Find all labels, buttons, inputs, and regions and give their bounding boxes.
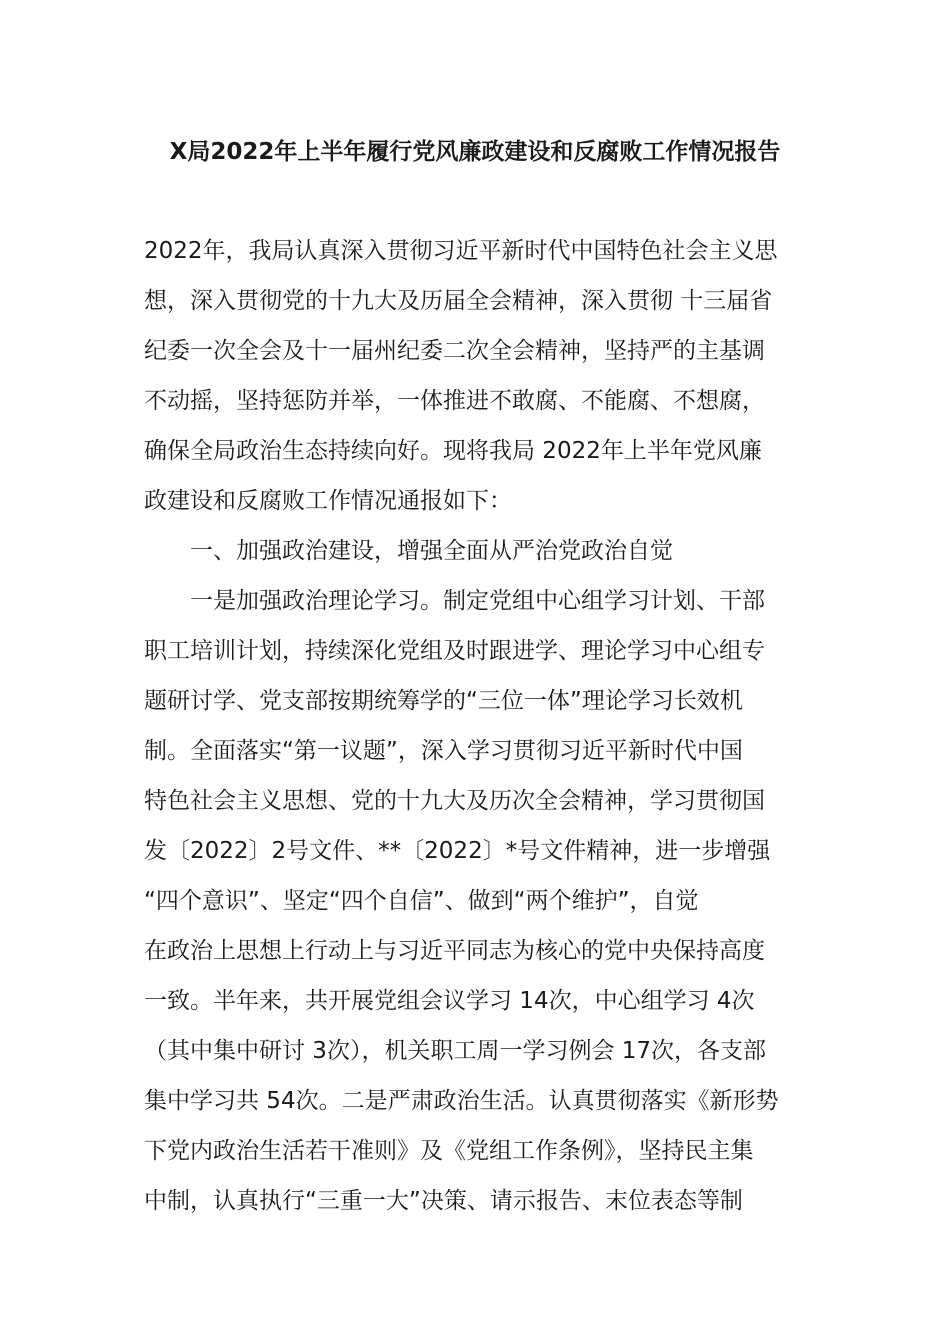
paragraph-line-indented: 一、加强政治建设，增强全面从严治党政治自觉: [190, 538, 673, 564]
paragraph-line: 不动摇，坚持惩防并举，一体推进不敢腐、不能腐、不想腐，: [144, 388, 765, 414]
paragraph-line: 政建设和反腐败工作情况通报如下：: [144, 488, 512, 514]
paragraph-line: 集中学习共 54次。二是严肃政治生活。认真贯彻落实《新形势: [144, 1088, 779, 1114]
paragraph-line: 下党内政治生活若干准则》及《党组工作条例》，坚持民主集: [144, 1138, 754, 1164]
paragraph-line: 确保全局政治生态持续向好。现将我局 2022年上半年党风廉: [144, 438, 762, 464]
document-body: [144, 226, 810, 1226]
paragraph-line: 2022年，我局认真深入贯彻习近平新时代中国特色社会主义思: [144, 238, 778, 264]
paragraph-line: 想，深入贯彻党的十九大及历届全会精神，深入贯彻 十三届省: [144, 288, 773, 314]
paragraph-line: 题研讨学、党支部按期统筹学的“三位一体”理论学习长效机: [144, 688, 743, 714]
paragraph-line: 发〔2022〕2号文件、**〔2022〕*号文件精神，进一步增强: [144, 838, 771, 864]
paragraph-line: （其中集中研讨 3次），机关职工周一学习例会 17次，各支部: [144, 1038, 767, 1064]
paragraph-line: “四个意识”、坚定“四个自信”、做到“两个维护”，自觉: [144, 888, 699, 914]
document-title: X局2022年上半年履行党风廉政建设和反腐败工作情况报告: [169, 139, 781, 165]
paragraph-line-indented: 一是加强政治理论学习。制定党组中心组学习计划、干部: [190, 588, 765, 614]
paragraph-line: 中制，认真执行“三重一大”决策、请示报告、末位表态等制: [144, 1188, 743, 1214]
paragraph-line: 制。全面落实“第一议题”，深入学习贯彻习近平新时代中国: [144, 738, 743, 764]
paragraph-line: 在政治上思想上行动上与习近平同志为核心的党中央保持高度: [144, 938, 765, 964]
paragraph-line: 特色社会主义思想、党的十九大及历次全会精神，学习贯彻国: [144, 788, 765, 814]
paragraph-line: 一致。半年来，共开展党组会议学习 14次，中心组学习 4次: [144, 988, 755, 1014]
paragraph-line: 职工培训计划，持续深化党组及时跟进学、理论学习中心组专: [144, 638, 765, 664]
paragraph-line: 纪委一次全会及十一届州纪委二次全会精神，坚持严的主基调: [144, 338, 765, 364]
